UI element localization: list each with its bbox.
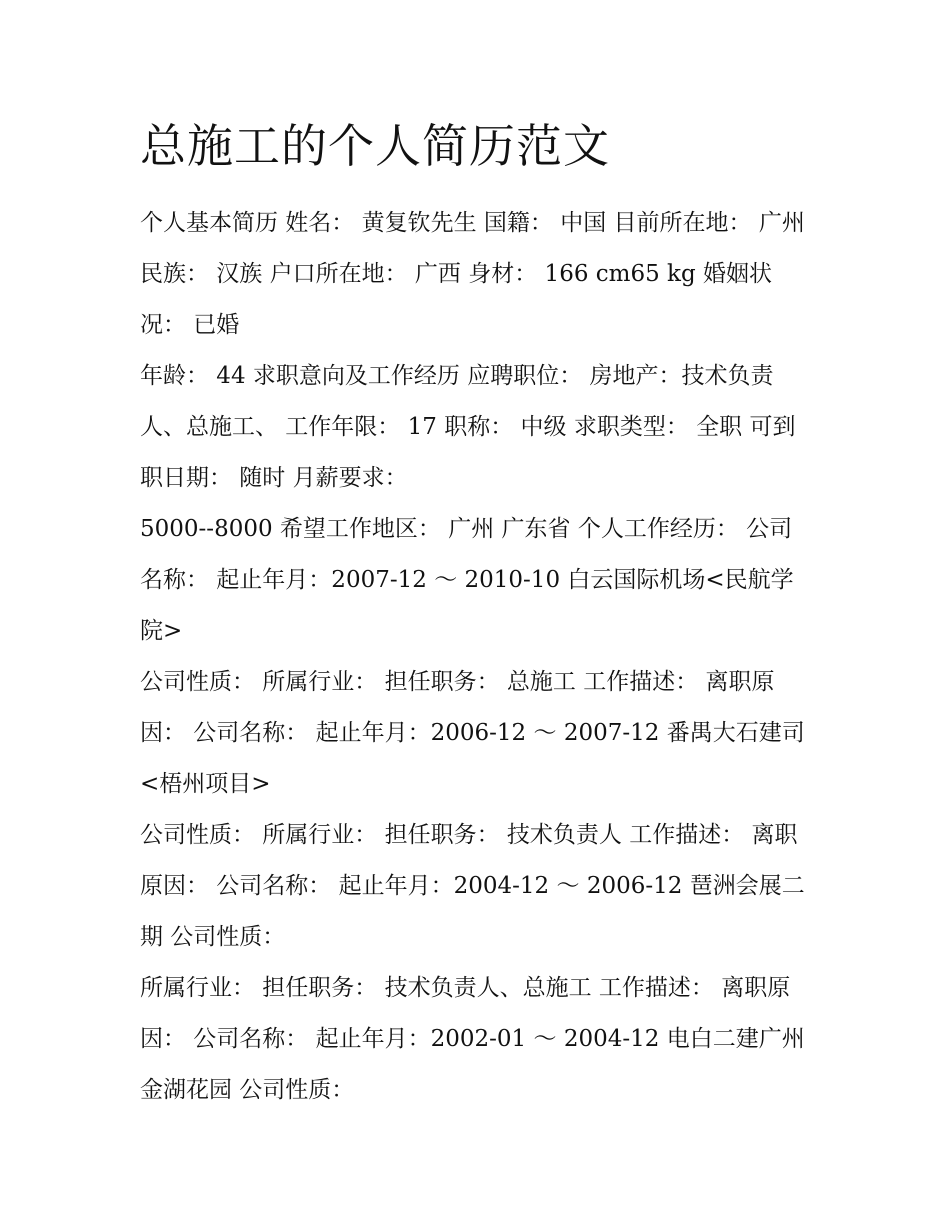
paragraph-job-intent: 年龄： 44 求职意向及工作经历 应聘职位： 房地产：技术负责人、总施工、 工作年限： 17 职称： 中级 求职类型： 全职 可到职日期： 随时 月薪要求： xyxy=(140,363,796,491)
paragraph-work-history-4: 所属行业： 担任职务： 技术负责人、总施工 工作描述： 离职原因： 公司名称： 起止年月：2002-01 ～ 2004-12 电白二建广州金湖花园 公司性质： xyxy=(140,975,805,1103)
paragraph-work-history-2: 公司性质： 所属行业： 担任职务： 总施工 工作描述： 离职原因： 公司名称： 起止年月：2006-12 ～ 2007-12 番禺大石建司<梧州项目> xyxy=(140,669,805,797)
document-content xyxy=(140,112,815,1116)
document-title: 总施工的个人简历范文 xyxy=(140,119,610,173)
paragraph-personal-info: 个人基本简历 姓名： 黄复钦先生 国籍： 中国 目前所在地： 广州 民族： 汉族 户口所在地： 广西 身材： 166 cm65 kg 婚姻状况： 已婚 xyxy=(140,210,805,338)
title-spacing xyxy=(140,180,815,198)
paragraph-work-history-1: 5000--8000 希望工作地区： 广州 广东省 个人工作经历： 公司名称： 起止年月：2007-12 ～ 2010-10 白云国际机场<民航学院> xyxy=(140,516,794,644)
paragraph-work-history-3: 公司性质： 所属行业： 担任职务： 技术负责人 工作描述： 离职原因： 公司名称： 起止年月：2004-12 ～ 2006-12 琶洲会展二期 公司性质： xyxy=(140,822,805,950)
